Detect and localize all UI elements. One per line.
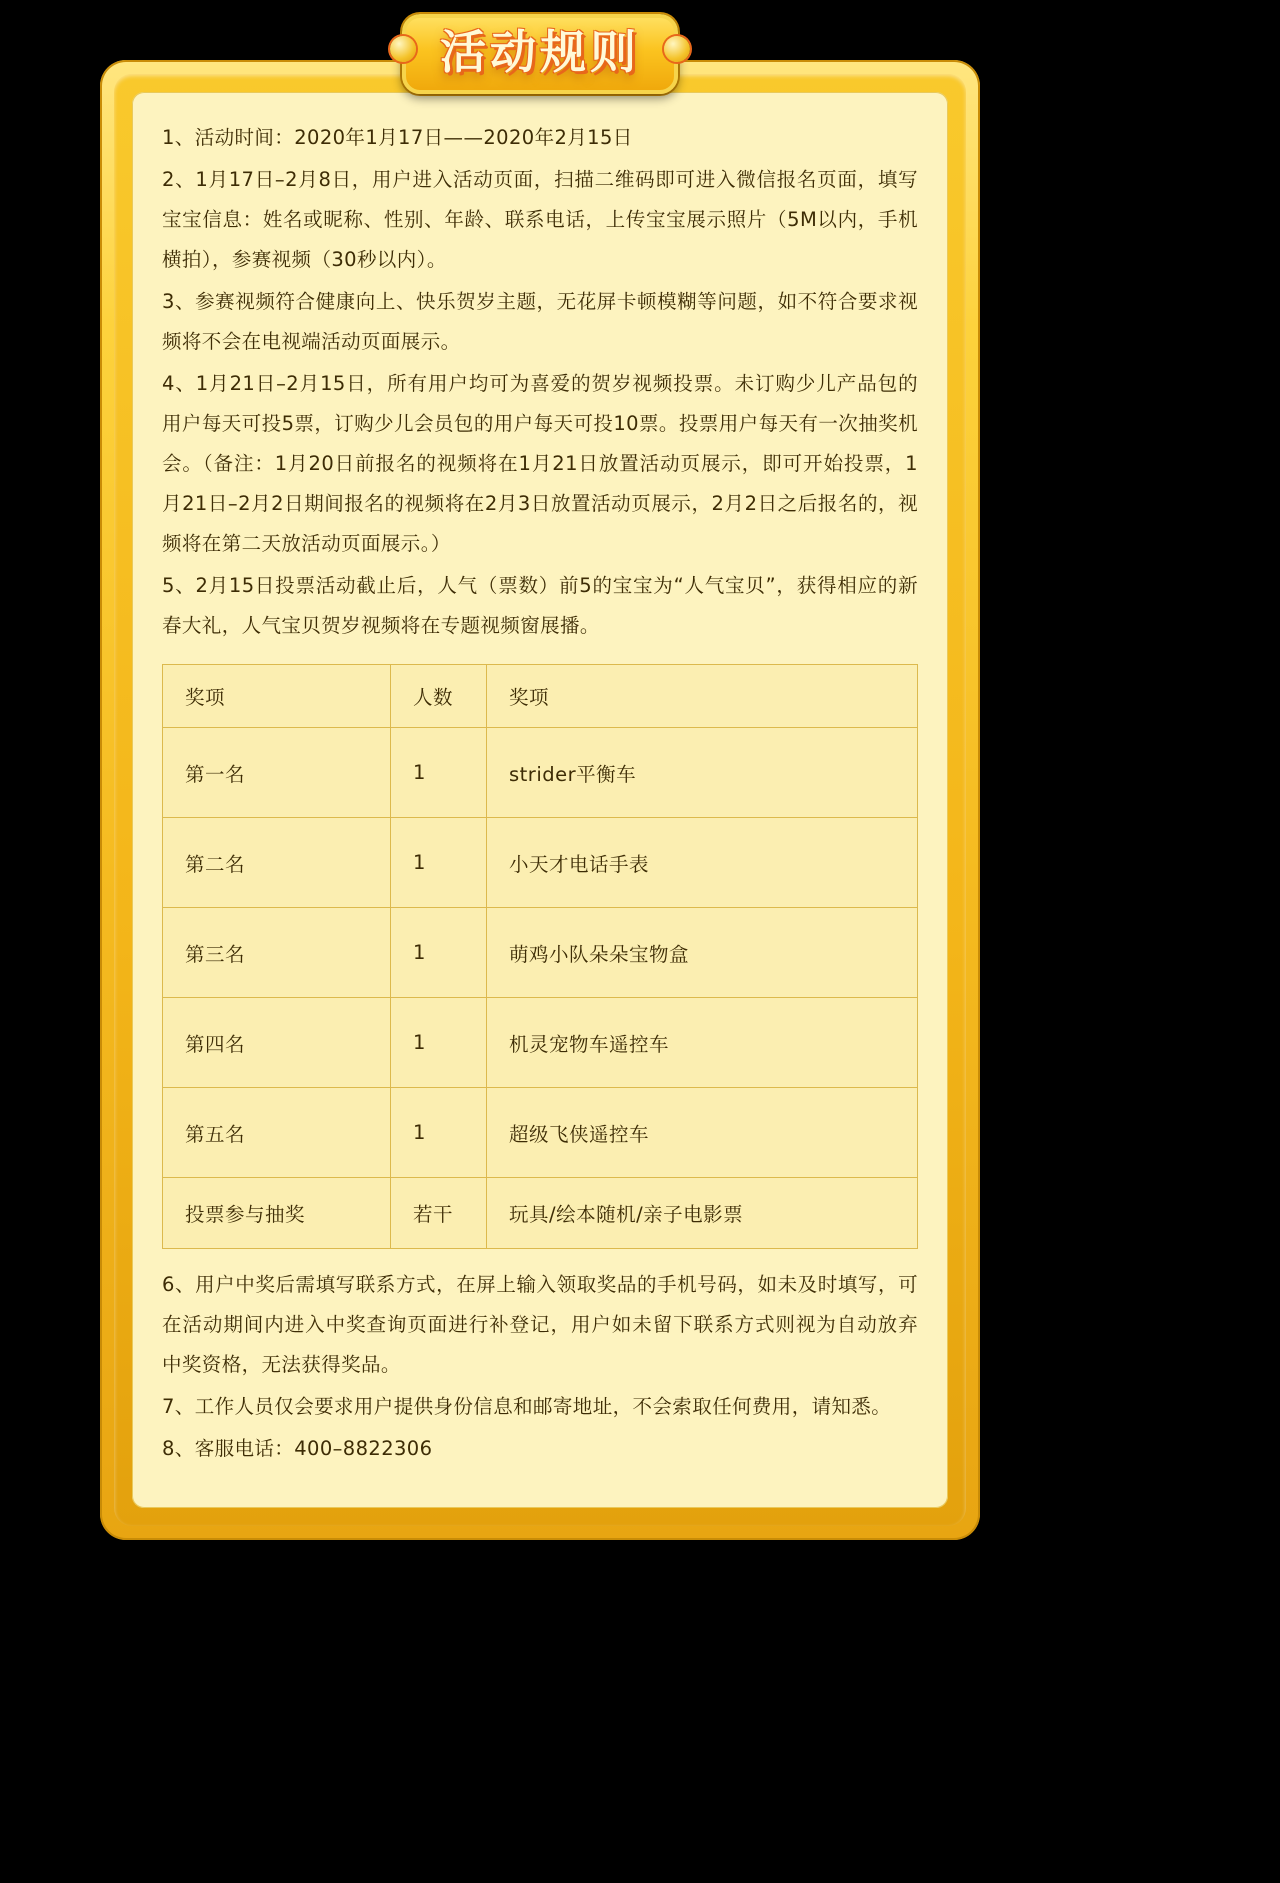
table-row — [163, 1088, 918, 1178]
page-title-banner — [0, 14, 1080, 94]
prize-table — [162, 664, 918, 1249]
table-row — [163, 818, 918, 908]
cell-count: 若干 — [391, 1178, 487, 1249]
cell-rank: 第二名 — [163, 818, 391, 908]
cell-prize: 超级飞侠遥控车 — [487, 1088, 918, 1178]
table-row — [163, 998, 918, 1088]
cell-rank: 第一名 — [163, 728, 391, 818]
cell-prize: 小天才电话手表 — [487, 818, 918, 908]
cell-count: 1 — [391, 818, 487, 908]
cell-prize: strider平衡车 — [487, 728, 918, 818]
cell-rank: 投票参与抽奖 — [163, 1178, 391, 1249]
column-header-count: 人数 — [391, 665, 487, 728]
table-header-row — [163, 665, 918, 728]
cell-prize: 萌鸡小队朵朵宝物盒 — [487, 908, 918, 998]
column-header-prize: 奖项 — [487, 665, 918, 728]
cell-rank: 第四名 — [163, 998, 391, 1088]
table-row — [163, 1178, 918, 1249]
rules-content — [132, 92, 948, 1508]
cell-rank: 第三名 — [163, 908, 391, 998]
rule-item: 3、参赛视频符合健康向上、快乐贺岁主题，无花屏卡顿模糊等问题，如不符合要求视频将不会在电视端活动页面展示。 — [162, 290, 918, 353]
rule-item: 7、工作人员仅会要求用户提供身份信息和邮寄地址，不会索取任何费用，请知悉。 — [162, 1395, 892, 1418]
prize-table-header — [163, 665, 918, 728]
table-row — [163, 728, 918, 818]
prize-table-body — [163, 728, 918, 1249]
rule-item: 2、1月17日–2月8日，用户进入活动页面，扫描二维码即可进入微信报名页面，填写宝宝信息：姓名或昵称、性别、年龄、联系电话，上传宝宝展示照片（5M以内，手机横拍），参赛视频（30秒以内）。 — [162, 168, 918, 271]
rule-item: 4、1月21日–2月15日，所有用户均可为喜爱的贺岁视频投票。未订购少儿产品包的用户每天可投5票，订购少儿会员包的用户每天可投10票。投票用户每天有一次抽奖机会。（备注：1月20日前报名的视频将在1月21日放置活动页展示，即可开始投票，1月21日–2月2日期间报名的视频将在2月3日放置活动页展示，2月2日之后报名的，视频将在第二天放活动页面展示。） — [162, 372, 918, 555]
sparkle-icon — [390, 36, 416, 62]
page-title: 活动规则 — [440, 25, 640, 79]
cell-count: 1 — [391, 998, 487, 1088]
rule-item: 6、用户中奖后需填写联系方式，在屏上输入领取奖品的手机号码，如未及时填写，可在活动期间内进入中奖查询页面进行补登记，用户如未留下联系方式则视为自动放弃中奖资格，无法获得奖品。 — [162, 1273, 918, 1376]
rule-item: 5、2月15日投票活动截止后，人气（票数）前5的宝宝为“人气宝贝”，获得相应的新春大礼，人气宝贝贺岁视频将在专题视频窗展播。 — [162, 574, 918, 637]
cell-count: 1 — [391, 1088, 487, 1178]
rules-frame-inner-border — [114, 74, 966, 1526]
column-header-rank: 奖项 — [163, 665, 391, 728]
cell-rank: 第五名 — [163, 1088, 391, 1178]
rules-list-bottom — [162, 1265, 918, 1469]
table-row — [163, 908, 918, 998]
rule-item: 1、活动时间：2020年1月17日——2020年2月15日 — [162, 126, 633, 149]
title-badge — [402, 14, 678, 94]
rules-list-top — [162, 118, 918, 646]
rules-frame — [100, 60, 980, 1540]
cell-count: 1 — [391, 908, 487, 998]
rules-panel — [132, 92, 948, 1508]
cell-prize: 机灵宠物车遥控车 — [487, 998, 918, 1088]
rule-item: 8、客服电话：400–8822306 — [162, 1437, 433, 1460]
cell-count: 1 — [391, 728, 487, 818]
cell-prize: 玩具/绘本随机/亲子电影票 — [487, 1178, 918, 1249]
sparkle-icon — [664, 36, 690, 62]
